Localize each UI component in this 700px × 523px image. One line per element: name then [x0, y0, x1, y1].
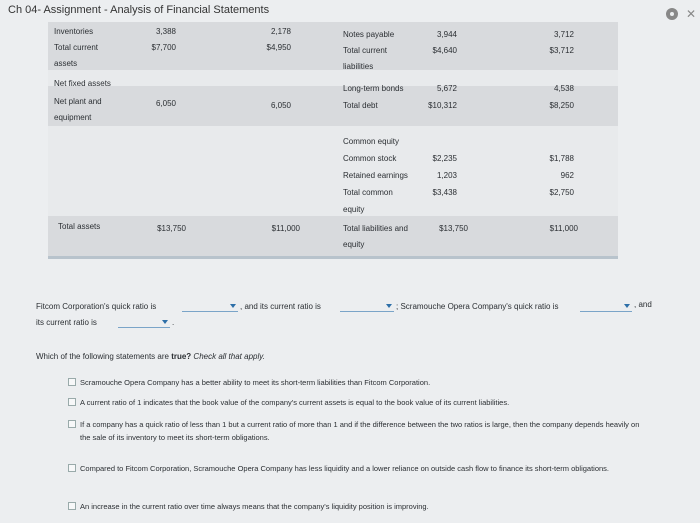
fitcom-current-ratio-dropdown[interactable] [340, 302, 394, 312]
table-cell: 3,944 [436, 30, 457, 39]
table-cell: Long-term bonds [343, 84, 404, 93]
table-cell: Common stock [343, 154, 397, 163]
table-cell: $13,750 [157, 224, 186, 233]
option-label: Scramouche Opera Company has a better ability to meet its short-term liabilities than Fitcom Corporation. [80, 378, 431, 387]
answer-option[interactable] [68, 462, 648, 475]
answer-option[interactable] [68, 376, 648, 389]
table-cell: $11,000 [549, 224, 578, 233]
chevron-down-icon [162, 320, 168, 324]
table-cell: equity [343, 240, 365, 249]
table-cell: Total assets [58, 222, 101, 231]
table-cell: Retained earnings [343, 171, 408, 180]
table-cell: $1,788 [549, 154, 574, 163]
chevron-down-icon [386, 304, 392, 308]
table-cell: Total debt [343, 101, 378, 110]
question-hint: Check all that apply. [193, 352, 265, 361]
table-cell: 962 [560, 171, 574, 180]
option-label: An increase in the current ratio over time always means that the company's liquidity position is improving. [80, 502, 429, 511]
top-toolbar [666, 8, 696, 20]
checkbox[interactable] [68, 464, 76, 472]
info-icon[interactable] [666, 8, 678, 20]
table-band [48, 126, 618, 216]
question-bold: true? [171, 352, 192, 361]
table-cell: 6,050 [270, 101, 291, 110]
table-cell: 4,538 [553, 84, 574, 93]
table-band [48, 22, 618, 70]
fill-in-text: Fitcom Corporation's quick ratio is [36, 302, 157, 311]
table-band [48, 86, 618, 126]
table-cell: $2,235 [432, 154, 457, 163]
option-label: Compared to Fitcom Corporation, Scramouche Opera Company has less liquidity and a lower reliance on outside cash flow to finance its short-term obligations. [80, 464, 610, 473]
checkbox[interactable] [68, 502, 76, 510]
scramouche-quick-ratio-dropdown[interactable] [580, 302, 632, 312]
answer-option[interactable] [68, 500, 648, 513]
table-divider [48, 256, 618, 259]
answer-option[interactable] [68, 396, 648, 409]
table-cell: $4,640 [432, 46, 457, 55]
table-cell: assets [54, 59, 78, 68]
table-band [48, 70, 618, 86]
page-title: Ch 04- Assignment - Analysis of Financial Statements [8, 4, 270, 16]
fitcom-quick-ratio-dropdown[interactable] [182, 302, 238, 312]
table-cell: Notes payable [343, 30, 395, 39]
table-cell: $3,712 [549, 46, 574, 55]
question-prompt [36, 352, 265, 361]
fill-in-text: ; Scramouche Opera Company's quick ratio is [396, 302, 559, 311]
table-cell: 6,050 [155, 99, 176, 108]
table-cell: $7,700 [151, 43, 176, 52]
table-cell: 3,712 [553, 30, 574, 39]
table-cell: Total current [54, 43, 99, 52]
checkbox[interactable] [68, 420, 76, 428]
table-cell: Total current [343, 46, 388, 55]
table-cell: $3,438 [432, 188, 457, 197]
close-icon[interactable]: ✕ [685, 7, 696, 21]
option-label: A current ratio of 1 indicates that the book value of the company's current assets is equal to the book value of its current liabilities. [80, 398, 510, 407]
table-cell: liabilities [343, 62, 374, 71]
scramouche-current-ratio-dropdown[interactable] [118, 318, 170, 328]
table-band [48, 216, 618, 256]
table-cell: $8,250 [549, 101, 574, 110]
fill-in-text: . [172, 318, 175, 327]
table-cell: Inventories [54, 27, 94, 36]
table-cell: Net fixed assets [54, 79, 111, 88]
fill-in-text: its current ratio is [36, 318, 97, 327]
table-cell: $10,312 [428, 101, 457, 110]
table-cell: Total liabilities and [343, 224, 408, 233]
fill-in-text: , and its current ratio is [240, 302, 321, 311]
table-cell: Net plant and [54, 97, 102, 106]
table-cell: $11,000 [271, 224, 300, 233]
table-cell: equity [343, 205, 365, 214]
table-cell: Common equity [343, 137, 400, 146]
table-cell: equipment [54, 113, 92, 122]
table-cell: 3,388 [155, 27, 176, 36]
question-text: Which of the following statements are [36, 352, 169, 361]
table-cell: 5,672 [436, 84, 457, 93]
fill-in-text: , and [634, 300, 652, 309]
balance-sheet-table [48, 22, 618, 256]
table-cell: 1,203 [436, 171, 457, 180]
table-cell: $4,950 [266, 43, 291, 52]
table-cell: $2,750 [549, 188, 574, 197]
table-cell: 2,178 [270, 27, 291, 36]
table-cell: Total common [343, 188, 393, 197]
checkbox[interactable] [68, 378, 76, 386]
option-label: If a company has a quick ratio of less than 1 but a current ratio of more than 1 and if the difference between the two ratios is large, then the company depends heavily on the sale of its inventory to meet its short-term obligations. [80, 420, 640, 442]
chevron-down-icon [624, 304, 630, 308]
answer-option[interactable] [68, 418, 648, 444]
checkbox[interactable] [68, 398, 76, 406]
table-cell: $13,750 [439, 224, 468, 233]
chevron-down-icon [230, 304, 236, 308]
